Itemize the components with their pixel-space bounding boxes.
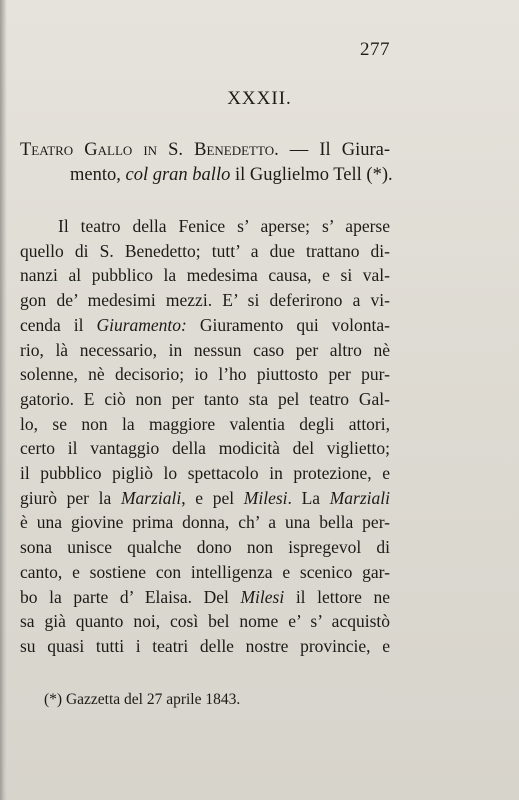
heading-title-start: — Il Giura- bbox=[278, 140, 391, 160]
text-line: Il teatro della Fenice s’ aperse; s’ aperse bbox=[58, 216, 390, 236]
text-line: gatorio. E ciò non per tanto sta pel teatro Gal- bbox=[20, 388, 390, 409]
text-line: è una giovine prima donna, ch’ a una bella per- bbox=[20, 512, 390, 533]
text-line: quello di S. Benedetto; tutt’ a due trattano di- bbox=[20, 240, 390, 261]
text-line: lo, se non la maggiore valentia degli attori, bbox=[20, 413, 390, 434]
chapter-heading bbox=[20, 138, 393, 188]
text-fragment: giurò per la bbox=[20, 487, 121, 508]
chapter-number: XXXII. bbox=[227, 88, 292, 109]
text-fragment: il lettore ne bbox=[284, 586, 390, 607]
heading-venue: Teatro Gallo in S. Benedetto. bbox=[20, 140, 279, 160]
text-fragment: . La bbox=[287, 487, 330, 508]
heading-italic: col gran ballo bbox=[125, 165, 231, 185]
text-fragment: bo la parte d’ Elaisa. Del bbox=[20, 586, 241, 607]
text-line bbox=[20, 585, 390, 610]
text-fragment: , e pel bbox=[181, 487, 244, 508]
text-line: su quasi tutti i teatri delle nostre provincie, e bbox=[20, 635, 390, 656]
italic-name: Milesi bbox=[240, 586, 285, 607]
heading-title-tail: il Guglielmo Tell (*). bbox=[230, 165, 393, 185]
page-number: 277 bbox=[360, 39, 390, 60]
italic-name: Milesi bbox=[243, 487, 288, 508]
text-line: solenne, nè decisorio; io l’ho piuttosto per pur- bbox=[20, 364, 390, 385]
text-fragment: Giuramento qui volonta- bbox=[186, 314, 390, 335]
text-fragment: cenda il bbox=[20, 314, 97, 335]
text-line: gon de’ medesimi mezzi. E’ si deferirono a vi- bbox=[20, 290, 390, 311]
text-line: nanzi al pubblico la medesima causa, e si val- bbox=[20, 265, 390, 286]
italic-name: Marziali bbox=[120, 487, 182, 508]
page-gutter-shadow bbox=[0, 0, 7, 800]
text-line: sa già quanto noi, così bel nome e’ s’ acquistò bbox=[20, 611, 390, 632]
body-text bbox=[20, 214, 390, 659]
text-line: rio, là necessario, in nessun caso per altro nè bbox=[20, 339, 390, 360]
italic-name: Marziali bbox=[329, 487, 390, 508]
text-line: canto, e sostiene con intelligenza e scenico gar- bbox=[20, 561, 390, 582]
text-line bbox=[20, 486, 390, 511]
italic-term: Giuramento: bbox=[96, 314, 187, 335]
footnote: (*) Gazzetta del 27 aprile 1843. bbox=[44, 691, 241, 708]
text-line bbox=[20, 313, 390, 338]
text-line: il pubblico pigliò lo spettacolo in protezione, e bbox=[20, 463, 390, 484]
text-line: certo il vantaggio della modicità del viglietto; bbox=[20, 438, 390, 459]
heading-title-end: mento, bbox=[70, 165, 126, 185]
text-line: sona unisce qualche dono non ispregevol di bbox=[20, 537, 390, 558]
